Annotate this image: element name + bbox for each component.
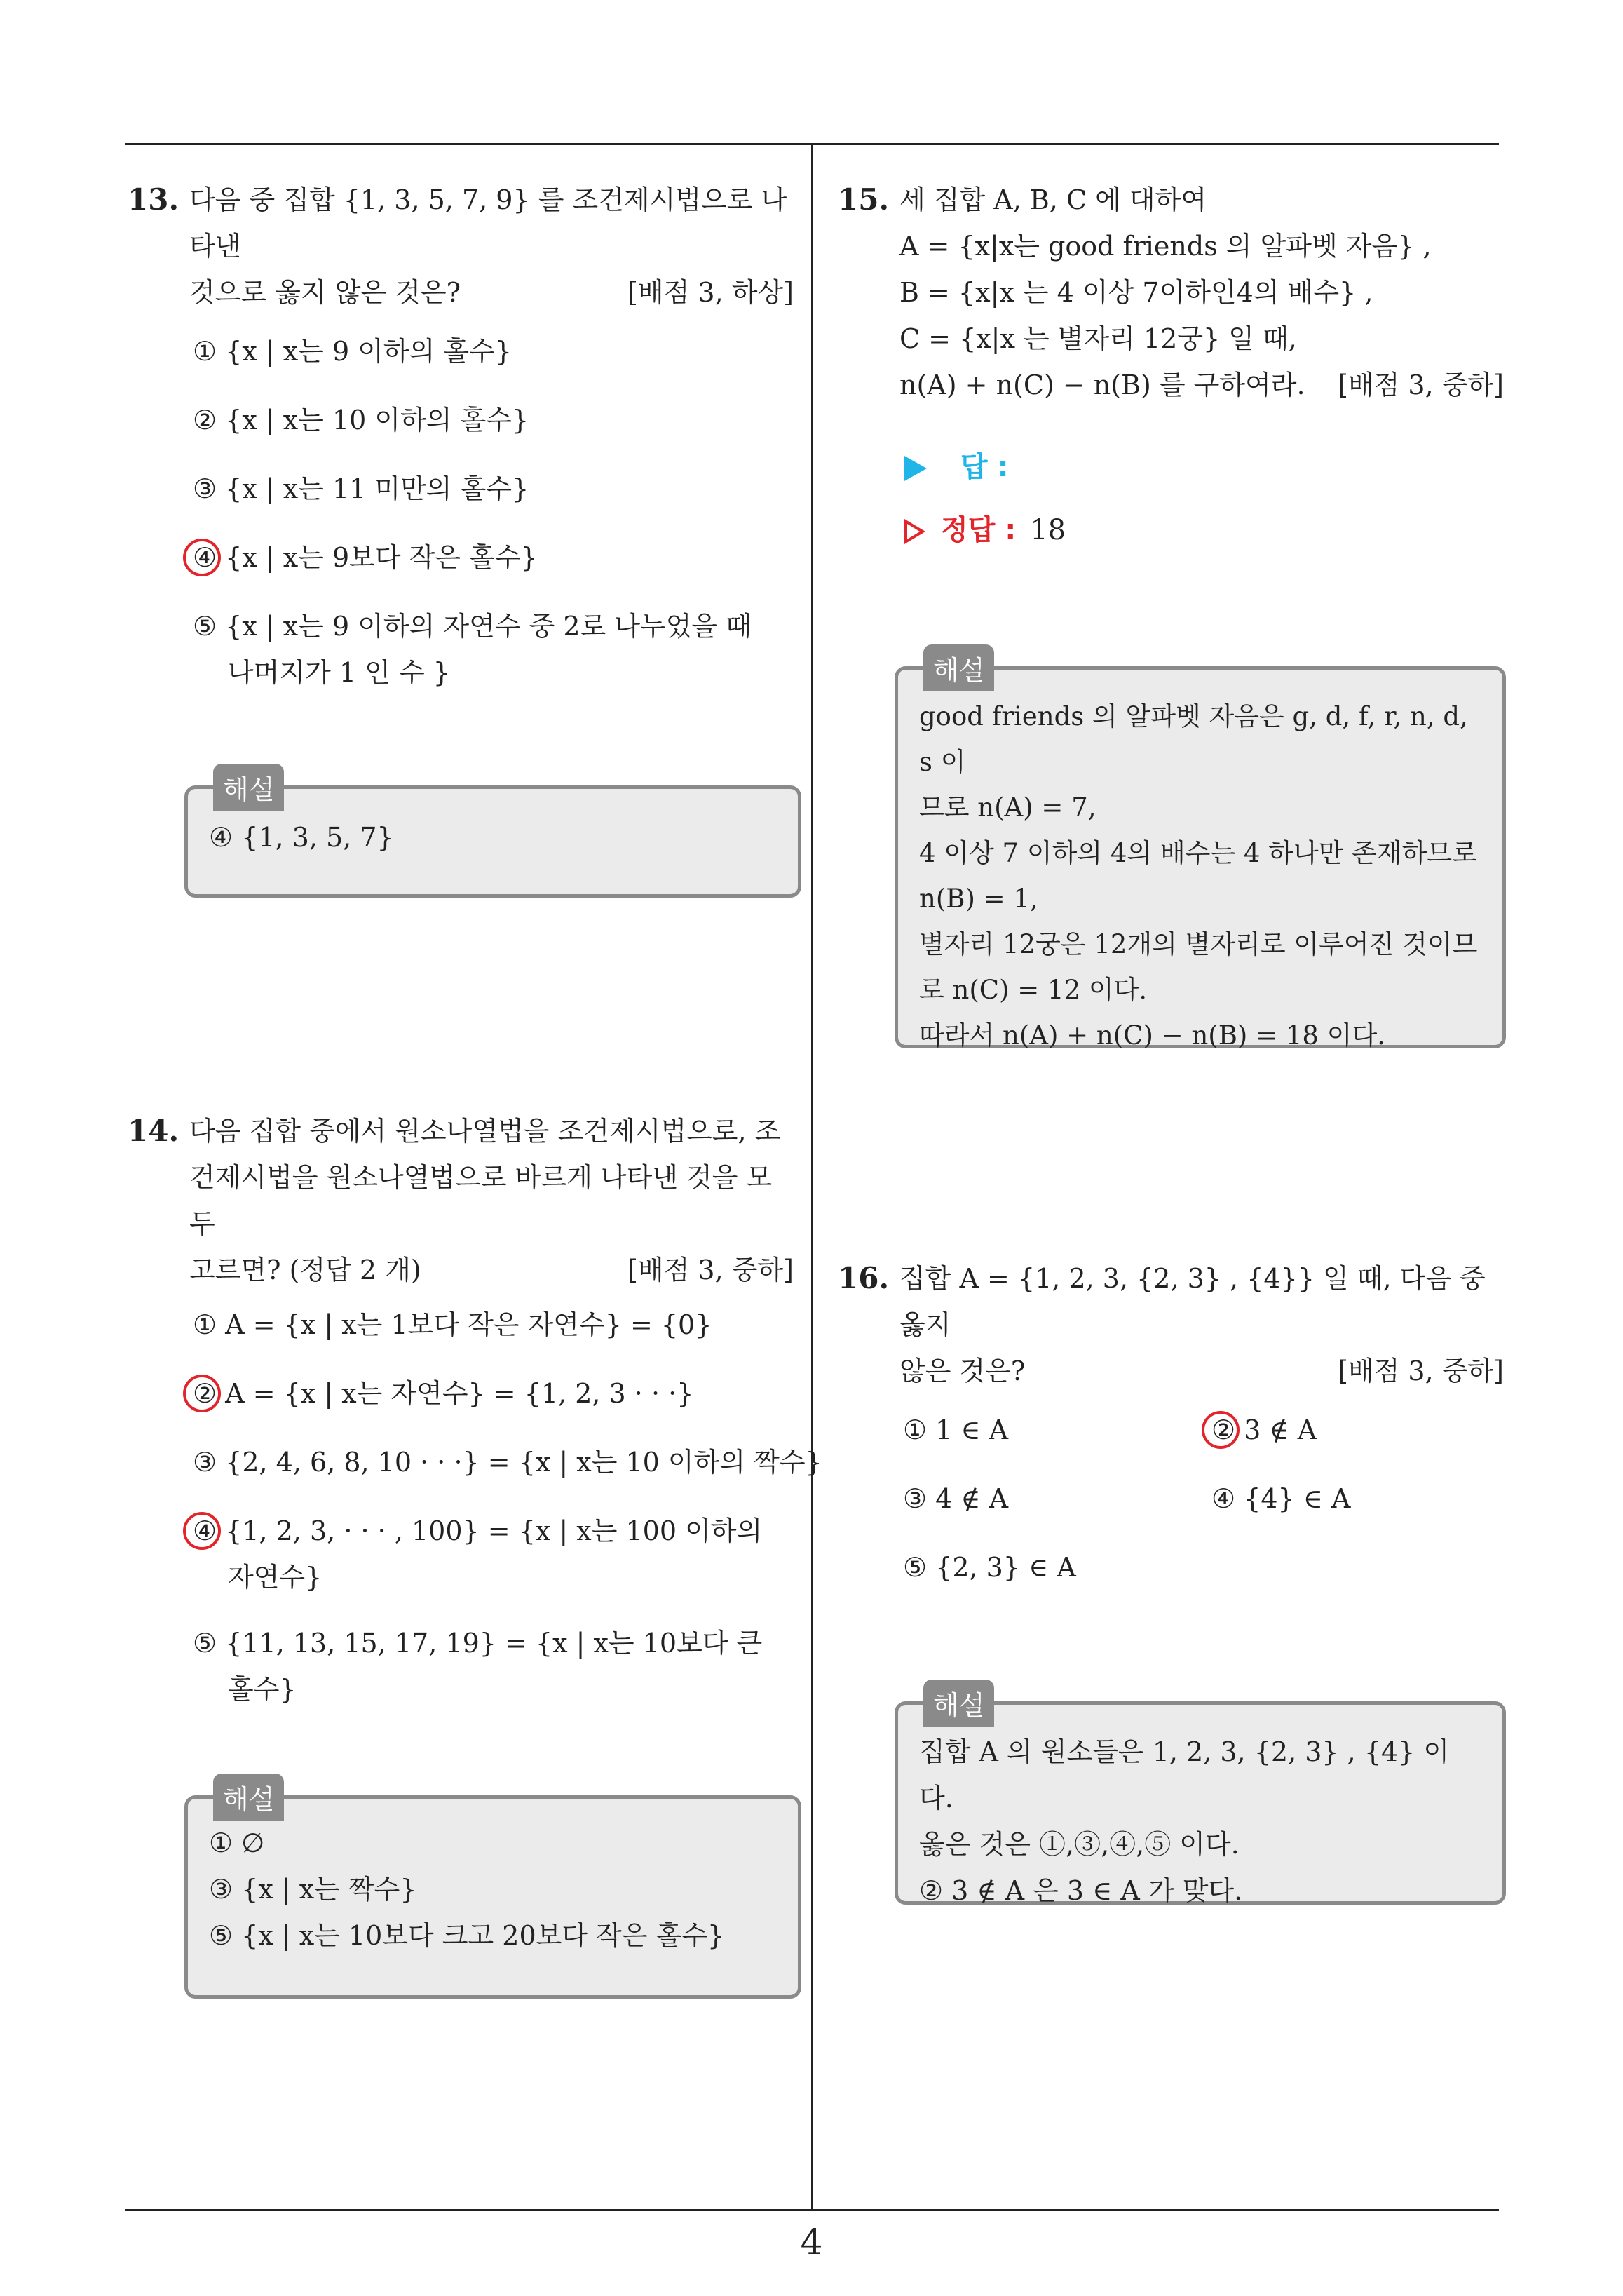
option-text: A = {x | x는 자연수} = {1, 2, 3 · · ·} <box>225 1378 694 1409</box>
question-16 <box>838 1255 1504 1394</box>
option-text-continued: 나머지가 1 인 수 } <box>228 657 450 688</box>
explanation-label: 해설 <box>213 764 284 811</box>
explanation-line: good friends 의 알파벳 자음은 g, d, f, r, n, d, s 이 <box>919 701 1468 777</box>
explanation-line: ① ∅ <box>209 1828 265 1858</box>
option-mark: ④ <box>1211 1483 1236 1514</box>
explanation-line: 4 이상 7 이하의 4의 배수는 4 하나만 존재하므로 <box>919 838 1477 868</box>
option-mark: ⑤ <box>903 1552 928 1583</box>
explanation-box <box>184 1784 801 1999</box>
explanation-label: 해설 <box>923 1680 994 1727</box>
explanation-line: 따라서 n(A) + n(C) − n(B) = 18 이다. <box>919 1020 1385 1051</box>
question-text-line: 다음 중 집합 {1, 3, 5, 7, 9} 를 조건제시법으로 나타낸 <box>189 184 787 262</box>
answer-line <box>904 445 1009 485</box>
question-text-line: C = {x|x 는 별자리 12궁} 일 때, <box>899 323 1297 354</box>
option-4[interactable] <box>193 1508 768 1600</box>
option-mark: ⑤ <box>193 611 217 642</box>
question-text-line: n(A) + n(C) − n(B) 를 구하여라. <box>899 370 1305 400</box>
option-text: {4} ∈ A <box>1244 1483 1351 1514</box>
option-5[interactable] <box>193 603 768 696</box>
option-text: {11, 13, 15, 17, 19} = {x | x는 10보다 큰 <box>225 1628 763 1659</box>
question-number: 15. <box>838 182 890 217</box>
bottom-rule <box>125 2209 1499 2211</box>
question-text-line: 다음 집합 중에서 원소나열법을 조건제시법으로, 조 <box>189 1116 781 1147</box>
explanation-line: 므로 n(A) = 7, <box>919 792 1096 823</box>
question-text-line: 것으로 옳지 않은 것은? <box>189 277 461 308</box>
option-mark: ④ <box>193 542 217 573</box>
explanation-line: ④ {1, 3, 5, 7} <box>209 822 394 853</box>
selected-circle <box>183 539 221 576</box>
option-mark: ⑤ <box>193 1628 217 1659</box>
option-mark: ① <box>903 1414 928 1445</box>
question-number: 16. <box>838 1261 890 1295</box>
score-meta: [배점 3, 중하] <box>627 1255 794 1285</box>
option-text: {2, 4, 6, 8, 10 · · ·} = {x | x는 10 이하의 짝수} <box>225 1447 822 1478</box>
question-13 <box>128 177 794 316</box>
explanation-line: 로 n(C) = 12 이다. <box>919 975 1148 1005</box>
correct-answer-line <box>904 508 1066 548</box>
explanation-label: 해설 <box>213 1774 284 1821</box>
option-text: {x | x는 9 이하의 자연수 중 2로 나누었을 때 <box>225 611 752 642</box>
option-mark: ② <box>1211 1414 1236 1445</box>
question-text-line: 세 집합 A, B, C 에 대하여 <box>899 184 1207 215</box>
explanation-label: 해설 <box>923 644 994 691</box>
column-divider <box>811 144 813 2210</box>
option-mark: ④ <box>193 1515 217 1546</box>
option-1[interactable] <box>903 1407 1008 1453</box>
outline-arrow-icon <box>904 519 925 544</box>
correct-value: 18 <box>1030 514 1066 546</box>
option-mark: ② <box>193 1378 217 1409</box>
question-number: 13. <box>128 182 179 217</box>
option-2[interactable] <box>193 397 529 443</box>
question-number: 14. <box>128 1114 179 1148</box>
option-3[interactable] <box>903 1475 1008 1522</box>
selected-circle <box>183 1375 221 1412</box>
explanation-line: 집합 A 의 원소들은 1, 2, 3, {2, 3} , {4} 이다. <box>919 1736 1450 1814</box>
selected-circle <box>1202 1411 1240 1449</box>
explanation-box <box>895 655 1506 1051</box>
option-5[interactable] <box>903 1544 1076 1591</box>
option-text: {1, 2, 3, · · · , 100} = {x | x는 100 이하의 <box>225 1515 763 1546</box>
option-text: {x | x는 9 이하의 홀수} <box>225 336 512 367</box>
option-text: {x | x는 11 미만의 홀수} <box>225 473 529 504</box>
explanation-line: ⑤ {x | x는 10보다 크고 20보다 작은 홀수} <box>209 1920 725 1951</box>
option-mark: ③ <box>193 473 217 504</box>
score-meta: [배점 3, 중하] <box>1338 1356 1504 1386</box>
explanation-line: 옳은 것은 ①,③,④,⑤ 이다. <box>919 1829 1240 1860</box>
option-2[interactable] <box>193 1370 693 1417</box>
option-mark: ② <box>193 405 217 435</box>
option-mark: ① <box>193 1309 217 1340</box>
question-text-line: 집합 A = {1, 2, 3, {2, 3} , {4}} 일 때, 다음 중 옳지 <box>899 1263 1486 1340</box>
explanation-line: 별자리 12궁은 12개의 별자리로 이루어진 것이므 <box>919 929 1478 959</box>
option-3[interactable] <box>193 1439 822 1485</box>
question-15 <box>838 177 1504 408</box>
question-text-line: A = {x|x는 good friends 의 알파벳 자음} , <box>899 231 1432 262</box>
option-4[interactable] <box>1211 1475 1350 1522</box>
option-3[interactable] <box>193 466 529 512</box>
explanation-box <box>184 774 801 898</box>
score-meta: [배점 3, 중하] <box>1338 370 1504 400</box>
explanation-line: ② 3 ∉ A 은 3 ∈ A 가 맞다. <box>919 1875 1243 1906</box>
explanation-line: ③ {x | x는 짝수} <box>209 1874 417 1905</box>
question-text-line: B = {x|x 는 4 이상 7이하인4의 배수} , <box>899 277 1373 308</box>
option-4[interactable] <box>193 534 538 581</box>
score-meta: [배점 3, 하상] <box>627 277 794 308</box>
option-2[interactable] <box>1211 1407 1317 1453</box>
explanation-box <box>895 1690 1506 1906</box>
option-5[interactable] <box>193 1620 768 1713</box>
option-1[interactable] <box>193 328 512 374</box>
option-mark: ③ <box>193 1447 217 1478</box>
play-arrow-icon <box>904 456 927 481</box>
question-text-line: 건제시법을 원소나열법으로 바르게 나타낸 것을 모두 <box>189 1162 773 1239</box>
page-number: 4 <box>800 2222 823 2262</box>
option-text: 3 ∉ A <box>1244 1414 1317 1445</box>
question-text-line: 않은 것은? <box>899 1356 1026 1386</box>
option-text: 4 ∉ A <box>935 1483 1009 1514</box>
option-mark: ① <box>193 336 217 367</box>
answer-label: 답 : <box>960 451 1009 483</box>
correct-label: 정답 : <box>941 514 1017 546</box>
selected-circle <box>183 1512 221 1550</box>
question-14 <box>128 1108 794 1293</box>
option-1[interactable] <box>193 1302 712 1348</box>
question-text-line: 고르면? (정답 2 개) <box>189 1255 421 1285</box>
option-text: A = {x | x는 1보다 작은 자연수} = {0} <box>225 1309 712 1340</box>
option-text: {x | x는 9보다 작은 홀수} <box>225 542 538 573</box>
option-text: 1 ∈ A <box>935 1414 1009 1445</box>
option-text-continued: 자연수} <box>228 1562 322 1593</box>
option-mark: ③ <box>903 1483 928 1514</box>
option-text-continued: 홀수} <box>228 1674 297 1705</box>
option-text: {2, 3} ∈ A <box>935 1552 1076 1583</box>
explanation-line: n(B) = 1, <box>919 884 1038 914</box>
option-text: {x | x는 10 이하의 홀수} <box>225 405 529 435</box>
